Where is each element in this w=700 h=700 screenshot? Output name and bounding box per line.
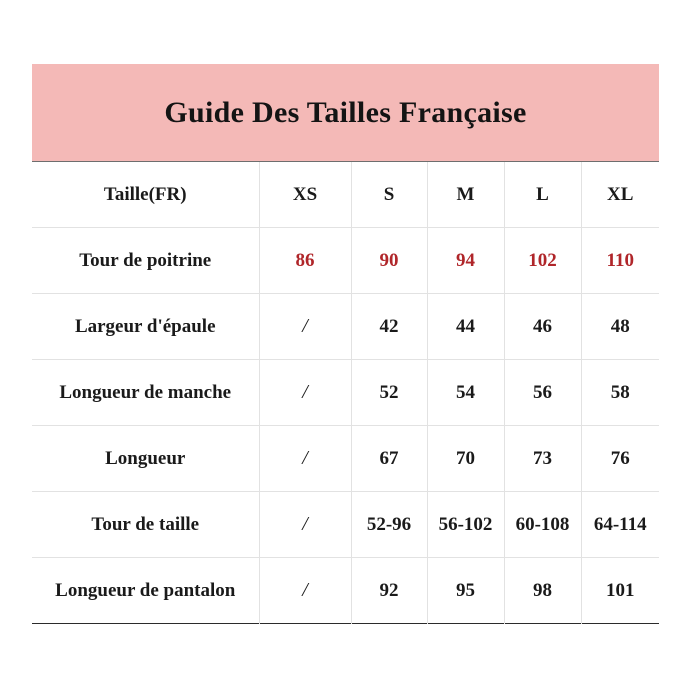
row-label: Longueur de manche (32, 360, 259, 426)
table-row (32, 294, 659, 360)
cell-value: 58 (581, 360, 659, 426)
cell-value: 92 (351, 558, 427, 624)
cell-value: 86 (259, 228, 351, 294)
cell-value: 54 (427, 360, 504, 426)
size-table (32, 162, 659, 624)
size-header-m: M (427, 162, 504, 228)
cell-value: 56-102 (427, 492, 504, 558)
table-row (32, 360, 659, 426)
cell-value: 48 (581, 294, 659, 360)
page-title: Guide Des Tailles Française (164, 95, 527, 129)
cell-value: 76 (581, 426, 659, 492)
cell-value: 67 (351, 426, 427, 492)
cell-value: 52-96 (351, 492, 427, 558)
cell-value: 60-108 (504, 492, 581, 558)
cell-value: 52 (351, 360, 427, 426)
cell-value: / (259, 294, 351, 360)
size-header-l: L (504, 162, 581, 228)
cell-value: / (259, 426, 351, 492)
row-label: Tour de taille (32, 492, 259, 558)
table-row (32, 492, 659, 558)
cell-value: 73 (504, 426, 581, 492)
cell-value: 101 (581, 558, 659, 624)
size-header-xl: XL (581, 162, 659, 228)
row-label: Longueur (32, 426, 259, 492)
header-row (32, 162, 659, 228)
table-row (32, 228, 659, 294)
cell-value: 56 (504, 360, 581, 426)
cell-value: / (259, 492, 351, 558)
cell-value: 46 (504, 294, 581, 360)
table-row (32, 558, 659, 624)
size-guide (32, 64, 659, 624)
cell-value: 90 (351, 228, 427, 294)
cell-value: 42 (351, 294, 427, 360)
cell-value: 70 (427, 426, 504, 492)
cell-value: 64-114 (581, 492, 659, 558)
row-label: Tour de poitrine (32, 228, 259, 294)
cell-value: 95 (427, 558, 504, 624)
cell-value: 94 (427, 228, 504, 294)
cell-value: 102 (504, 228, 581, 294)
row-label: Largeur d'épaule (32, 294, 259, 360)
header-label: Taille(FR) (32, 162, 259, 228)
size-header-s: S (351, 162, 427, 228)
title-banner (32, 64, 659, 162)
cell-value: / (259, 360, 351, 426)
cell-value: / (259, 558, 351, 624)
cell-value: 110 (581, 228, 659, 294)
row-label: Longueur de pantalon (55, 579, 236, 601)
cell-value: 98 (504, 558, 581, 624)
cell-value: 44 (427, 294, 504, 360)
table-row (32, 426, 659, 492)
size-header-xs: XS (259, 162, 351, 228)
